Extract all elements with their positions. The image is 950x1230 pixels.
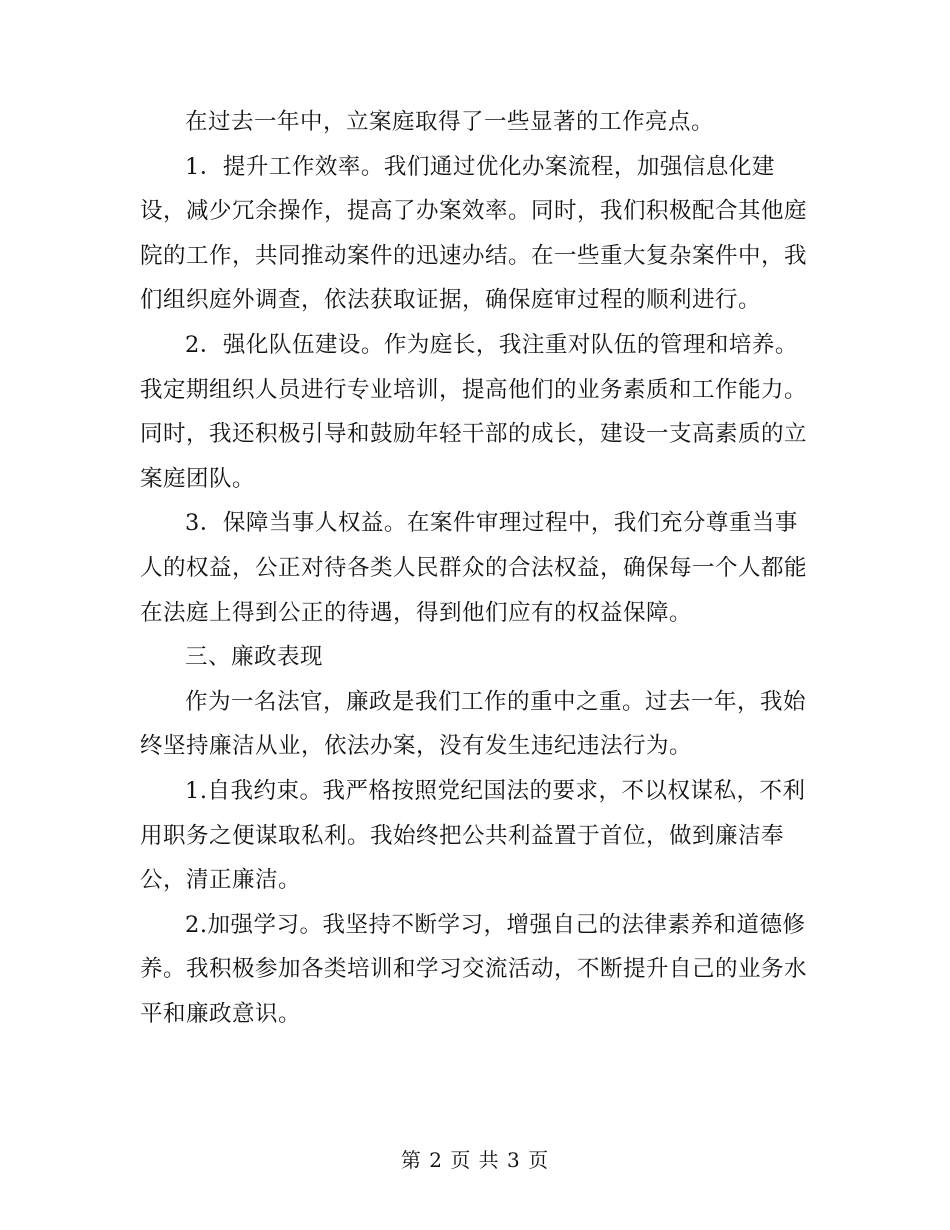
paragraph-highlights-intro: 在过去一年中，立案庭取得了一些显著的工作亮点。	[185, 109, 715, 135]
page-number-footer: 第 2 页 共 3 页	[400, 1148, 550, 1172]
paragraph-party-rights: 3．保障当事人权益。在案件审理过程中，我们充分尊重当事人的权益，公正对待各类人民群众的合法权益，确保每一个人都能在法庭上得到公正的待遇，得到他们应有的权益保障。	[140, 510, 808, 626]
paragraph-learning: 2.加强学习。我坚持不断学习，增强自己的法律素养和道德修养。我积极参加各类培训和学习交流活动，不断提升自己的业务水平和廉政意识。	[140, 911, 808, 1027]
paragraph-team-building: 2．强化队伍建设。作为庭长，我注重对队伍的管理和培养。我定期组织人员进行专业培训，提高他们的业务素质和工作能力。同时，我还积极引导和鼓励年轻干部的成长，建设一支高素质的立案庭团队。	[140, 331, 808, 492]
paragraph-efficiency: 1．提升工作效率。我们通过优化办案流程，加强信息化建设，减少冗余操作，提高了办案效率。同时，我们积极配合其他庭院的工作，共同推动案件的迅速办结。在一些重大复杂案件中，我们组织庭外调查，依法获取证据，确保庭审过程的顺利进行。	[140, 153, 808, 314]
paragraph-self-discipline: 1.自我约束。我严格按照党纪国法的要求，不以权谋私，不利用职务之便谋取私利。我始终把公共利益置于首位，做到廉洁奉公，清正廉洁。	[140, 777, 806, 894]
section-heading-integrity: 三、廉政表现	[185, 644, 324, 671]
paragraph-integrity-intro: 作为一名法官，廉政是我们工作的重中之重。过去一年，我始终坚持廉洁从业，依法办案，没有发生违纪违法行为。	[140, 688, 807, 760]
document-body	[140, 100, 820, 1036]
